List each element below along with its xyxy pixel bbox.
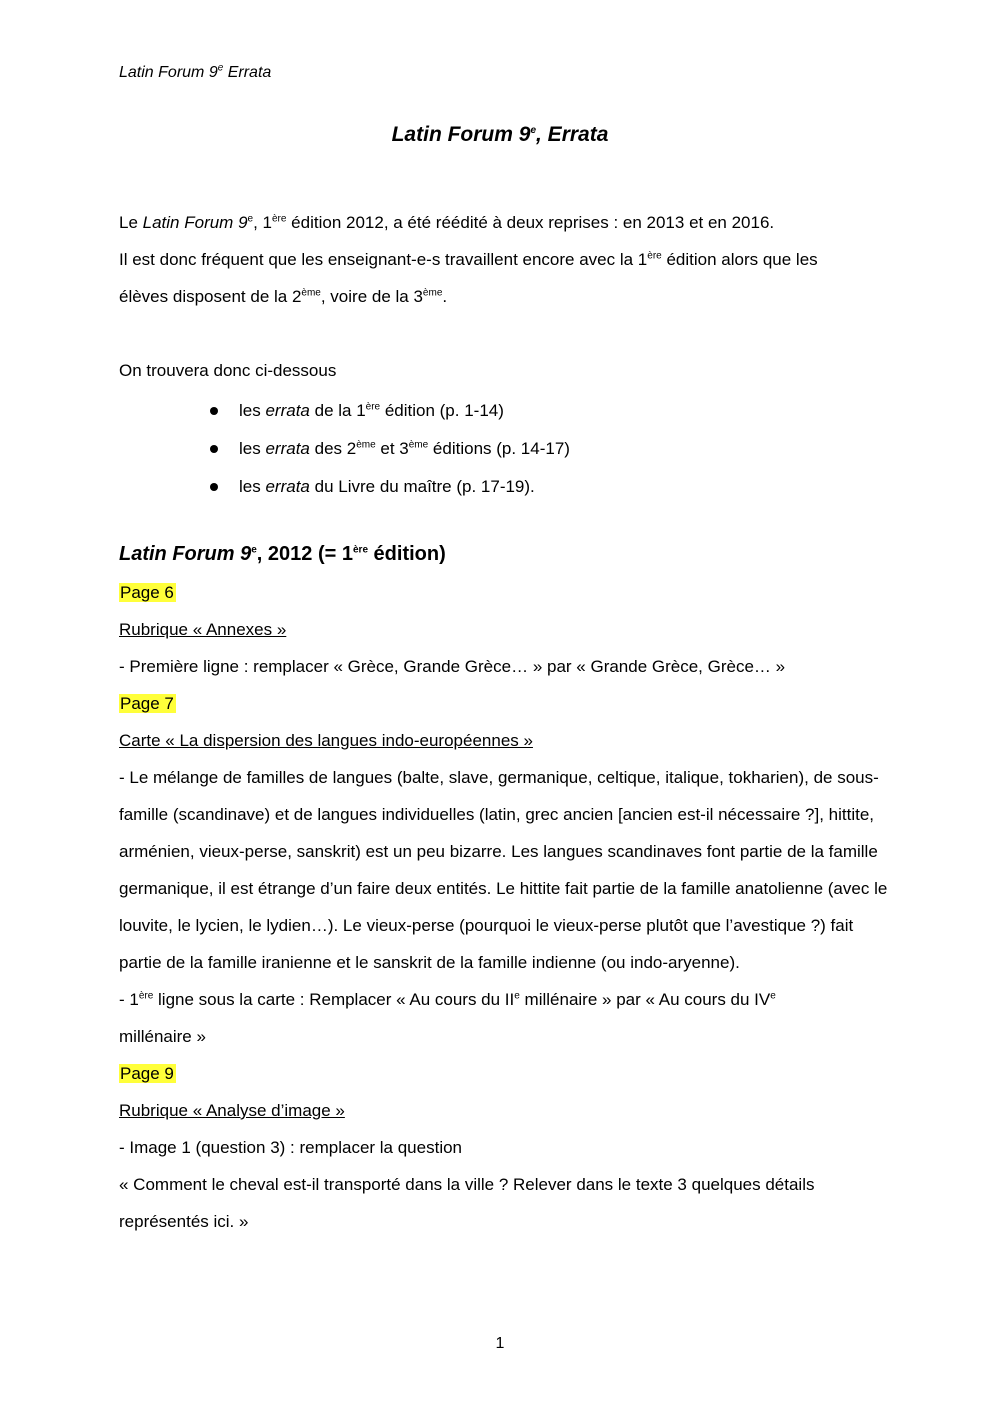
intro-sup: ère <box>647 250 662 262</box>
document-title <box>0 123 1000 147</box>
correction-quote: « Comment le cheval est-il transporté dans la ville ? Relever dans le texte 3 quelques détails représentés ici. » <box>119 1175 815 1231</box>
list-text: du Livre du maître (p. 17-19). <box>309 477 535 496</box>
highlighted-page-label: Page 7 <box>120 694 174 713</box>
rubrique-heading: Rubrique « Analyse d’image » <box>119 1101 345 1120</box>
list-text: les <box>239 401 266 420</box>
intro-text: élèves disposent de la 2 <box>119 287 302 306</box>
list-sup: ème <box>356 439 376 451</box>
intro-lead: On trouvera donc ci-dessous <box>119 361 337 380</box>
rubrique-heading: Rubrique « Annexes » <box>119 620 287 639</box>
title-main: Latin Forum 9 <box>391 123 531 146</box>
document-body <box>119 204 889 1240</box>
contents-list <box>119 392 889 506</box>
bullet-icon <box>210 483 218 491</box>
list-italic: errata <box>265 401 310 420</box>
list-text: et 3 <box>375 439 409 458</box>
page-label-6 <box>119 574 889 611</box>
correction-sup: ère <box>138 990 154 1002</box>
list-item <box>119 430 889 468</box>
list-text: les <box>239 477 266 496</box>
correction-paragraph: - Le mélange de familles de langues (balte, slave, germanique, celtique, italique, tokharien), de sous-famille (scandinave) et de langues individuelles (latin, grec ancien [ancien est-il nécessaire ?], hittite, arménien, vieux-perse, sanskrit) est un peu bizarre. Les langues scandinaves font partie de la famille germanique, il est étrange d’un faire deux entités. Le hittite fait partie de la famille anatolienne (avec le louvite, le lycien, le lydien…). Le vieux-perse (pourquoi le vieux-perse plutôt que l’avestique ?) fait partie de la famille iranienne et le sanskrit de la famille indienne (ou indo-aryenne). <box>119 768 888 972</box>
highlighted-page-label: Page 6 <box>120 583 174 602</box>
intro-sup: e <box>247 213 254 225</box>
intro-sup: ère <box>272 213 287 225</box>
running-header-title: Latin Forum 9 <box>119 64 218 81</box>
section-heading-text: édition) <box>368 543 446 565</box>
running-header <box>119 64 271 82</box>
list-item <box>119 468 889 506</box>
section-heading-title: Latin Forum 9 <box>119 543 252 565</box>
section-heading <box>119 534 889 574</box>
section-heading-sup: e <box>251 544 257 556</box>
list-text: de la 1 <box>309 401 366 420</box>
running-header-suffix: Errata <box>223 64 272 81</box>
page-number: 1 <box>495 1335 505 1352</box>
correction-fragment: ligne sous la carte : Remplacer « Au cours du II <box>153 990 515 1009</box>
intro-sup: ème <box>301 287 321 299</box>
rubrique-heading: Carte « La dispersion des langues indo-européennes » <box>119 731 533 750</box>
bullet-icon <box>210 445 218 453</box>
intro-line-3 <box>119 278 889 315</box>
list-sup: ère <box>365 401 381 413</box>
intro-text: édition alors que les <box>661 250 818 269</box>
list-italic: errata <box>265 477 310 496</box>
intro-text: . <box>442 287 448 306</box>
section-heading-text: , 2012 (= 1 <box>256 543 353 565</box>
list-item <box>119 392 889 430</box>
intro-text: édition 2012, a été réédité à deux reprises : en 2013 et en 2016. <box>286 213 775 232</box>
bullet-icon <box>210 407 218 415</box>
intro-text: , 1 <box>253 213 272 232</box>
intro-text: , voire de la 3 <box>320 287 423 306</box>
intro-line-1 <box>119 204 889 241</box>
spacer <box>119 315 889 352</box>
correction-sup: e <box>514 990 520 1002</box>
correction-text <box>119 981 889 1018</box>
page-label-9 <box>119 1055 889 1092</box>
running-header-sup: e <box>217 62 224 74</box>
correction-text: - Première ligne : remplacer « Grèce, Grande Grèce… » par « Grande Grèce, Grèce… » <box>119 657 786 676</box>
correction-text: millénaire » <box>119 1027 206 1046</box>
list-text: des 2 <box>309 439 357 458</box>
correction-fragment: - 1 <box>119 990 139 1009</box>
correction-sup: e <box>770 990 776 1002</box>
title-suffix: , Errata <box>536 123 609 146</box>
intro-book-title: Latin Forum 9 <box>142 213 248 232</box>
list-text: édition (p. 1-14) <box>380 401 504 420</box>
section-heading-sup: ère <box>352 544 368 556</box>
highlighted-page-label: Page 9 <box>120 1064 174 1083</box>
list-sup: ème <box>408 439 429 451</box>
correction-text: - Image 1 (question 3) : remplacer la question <box>119 1138 463 1157</box>
intro-text: Il est donc fréquent que les enseignant-e-s travaillent encore avec la 1 <box>119 250 648 269</box>
intro-line-2 <box>119 241 889 278</box>
title-sup: e <box>530 125 537 136</box>
page-label-7 <box>119 685 889 722</box>
intro-sup: ème <box>422 287 443 299</box>
list-text: les <box>239 439 266 458</box>
list-text: éditions (p. 14-17) <box>428 439 570 458</box>
list-italic: errata <box>265 439 310 458</box>
correction-fragment: millénaire » par « Au cours du IV <box>519 990 771 1009</box>
intro-text: Le <box>119 213 143 232</box>
